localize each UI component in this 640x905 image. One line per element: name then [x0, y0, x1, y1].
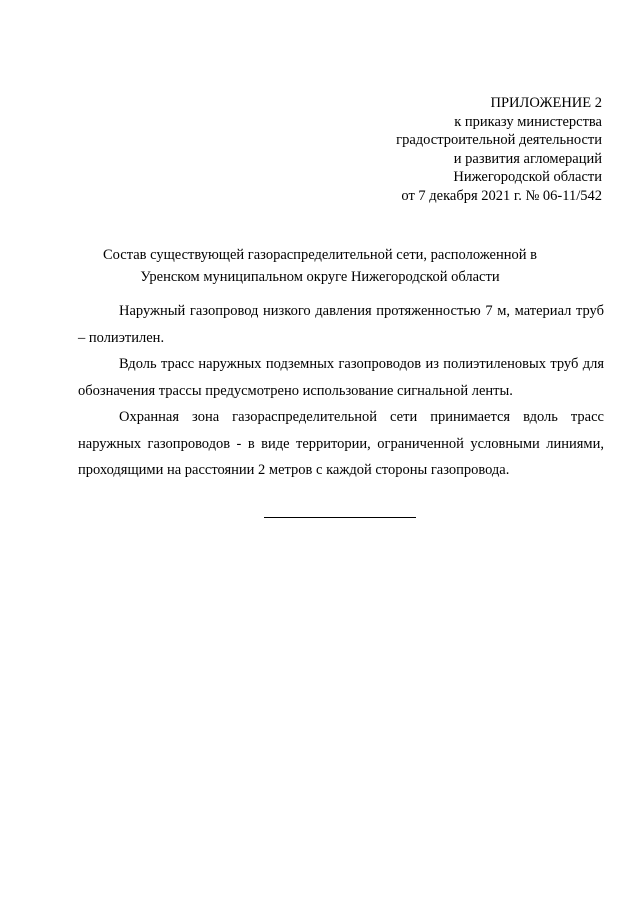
appendix-ministry-line: градостроительной деятельности	[396, 132, 602, 148]
title-line-2: Уренском муниципальном округе Нижегородской области	[140, 269, 500, 285]
paragraph-protection-zone: Охранная зона газораспределительной сети принимается вдоль трасс наружных газопроводов - в виде территории, ограниченной условными линиями, проходящими на расстоянии 2 метров с каждой стороны газопровода.	[78, 409, 604, 478]
appendix-date-number: от 7 декабря 2021 г. № 06-11/542	[401, 187, 602, 204]
paragraph-signal-tape: Вдоль трасс наружных подземных газопроводов из полиэтиленовых труб для обозначения трассы предусмотрено использование сигнальной ленты.	[78, 356, 604, 399]
document-title	[0, 244, 640, 288]
appendix-ministry-line-2: и развития агломераций	[453, 150, 602, 167]
appendix-header	[302, 94, 602, 205]
paragraph-pipeline: Наружный газопровод низкого давления протяженностью 7 м, материал труб – полиэтилен.	[78, 303, 604, 346]
appendix-region-line: Нижегородской области	[453, 169, 602, 185]
appendix-number: ПРИЛОЖЕНИЕ 2	[490, 95, 602, 111]
closing-divider-line	[264, 517, 416, 518]
title-line-1: Состав существующей газораспределительной сети, расположенной в	[103, 247, 537, 263]
appendix-order-line: к приказу министерства	[454, 113, 602, 130]
document-body	[78, 298, 604, 484]
